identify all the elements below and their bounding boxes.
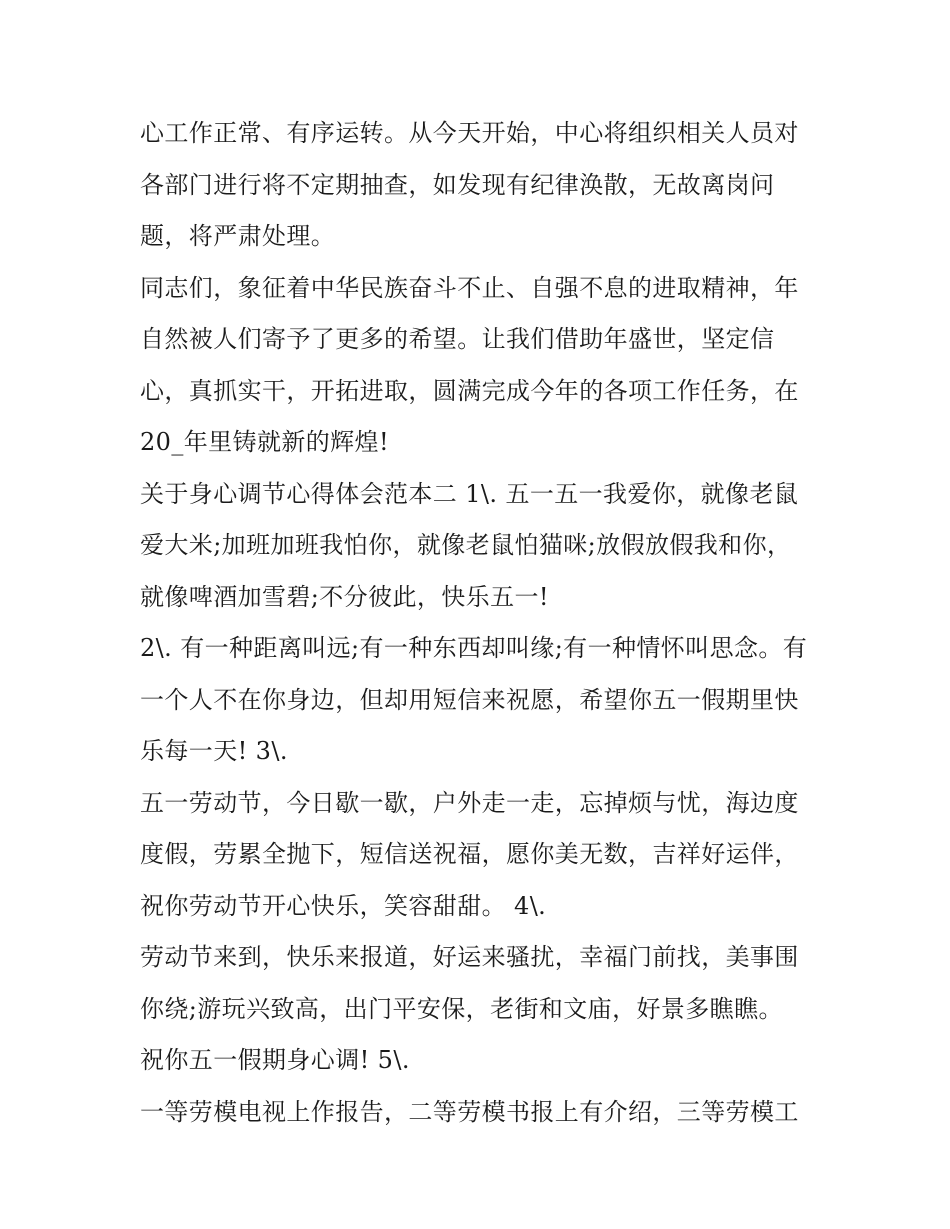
text-line: 度假，劳累全抛下，短信送祝福，愿你美无数，吉祥好运伴， (140, 840, 799, 868)
text-line: 题，将严肃处理。 (140, 222, 336, 250)
text-line: 劳动节来到，快乐来报道，好运来骚扰，幸福门前找，美事围 (140, 943, 799, 971)
text-line: 爱大米;加班加班我怕你，就像老鼠怕猫咪;放假放假我和你， (140, 531, 792, 559)
text-line: 20_年里铸就新的辉煌! (140, 428, 389, 456)
text-line: 五一劳动节，今日歇一歇，户外走一走，忘掉烦与忧，海边度 (140, 788, 799, 817)
text-line: 自然被人们寄予了更多的希望。让我们借助年盛世，坚定信 (140, 325, 775, 353)
text-line: 一个人不在你身边，但却用短信来祝愿，希望你五一假期里快 (140, 685, 799, 714)
text-line: 就像啤酒加雪碧;不分彼此，快乐五一! (140, 582, 549, 611)
text-line: 心，真抓实干，开拓进取，圆满完成今年的各项工作任务，在 (140, 376, 799, 405)
text-line: 祝你五一假期身心调! 5\. (140, 1046, 410, 1074)
text-line: 乐每一天! 3\. (140, 737, 288, 765)
text-line: 关于身心调节心得体会范本二 1\. 五一五一我爱你，就像老鼠 (140, 479, 799, 508)
text-line: 你绕;游玩兴致高，出门平安保，老街和文庙，好景多瞧瞧。 (140, 994, 783, 1023)
text-line: 一等劳模电视上作报告，二等劳模书报上有介绍，三等劳模工 (140, 1097, 799, 1126)
text-line: 同志们，象征着中华民族奋斗不止、自强不息的进取精神，年 (140, 273, 799, 302)
text-line: 心工作正常、有序运转。从今天开始，中心将组织相关人员对 (140, 119, 799, 147)
document-body (140, 108, 820, 1138)
text-line: 祝你劳动节开心快乐，笑容甜甜。 4\. (140, 891, 547, 920)
text-line: 各部门进行将不定期抽查，如发现有纪律涣散，无故离岗问 (140, 170, 775, 199)
text-line: 2\. 有一种距离叫远;有一种东西却叫缘;有一种情怀叫思念。有 (140, 634, 808, 662)
